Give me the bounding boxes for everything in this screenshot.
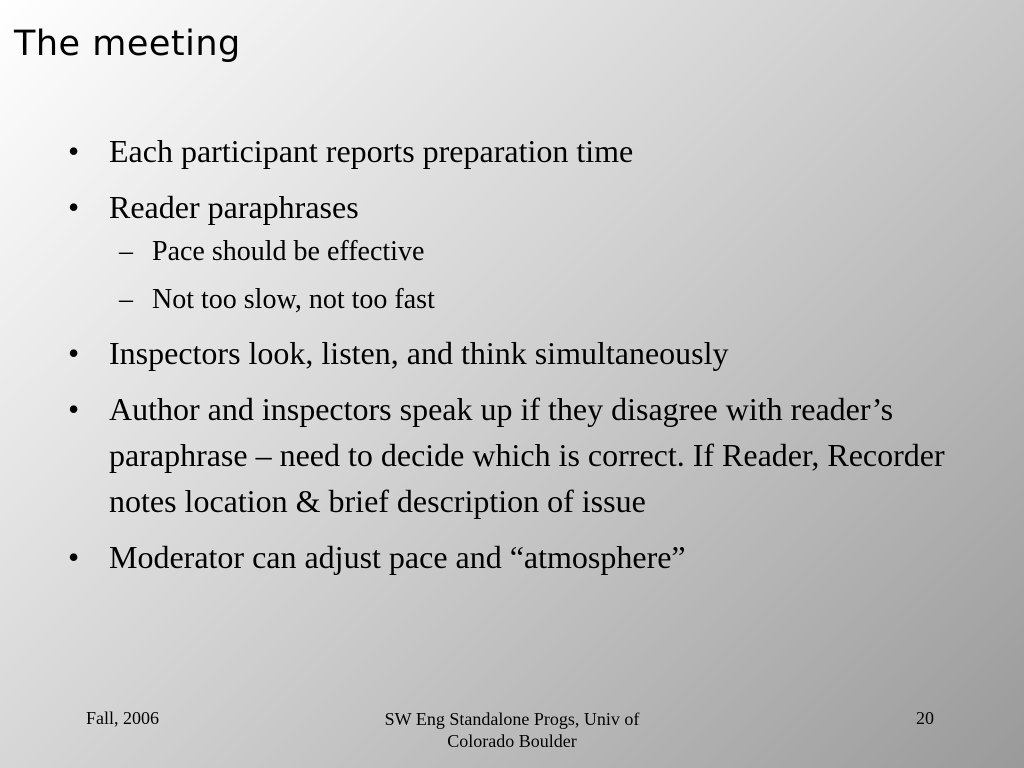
bullet-text: Moderator can adjust pace and “atmosphere” <box>109 539 686 575</box>
bullet-text: Each participant reports preparation time <box>109 133 634 169</box>
bullet-list <box>66 128 986 590</box>
bullet-marker: • <box>68 539 80 575</box>
bullet-marker: • <box>68 335 80 371</box>
sub-bullet-item <box>109 232 986 272</box>
bullet-text: Inspectors look, listen, and think simultaneously <box>109 335 729 371</box>
bullet-item <box>66 184 986 320</box>
sub-bullet-marker: – <box>119 236 133 267</box>
bullet-text: Author and inspectors speak up if they disagree with reader’s paraphrase – need to decide which is correct. If Reader, Recorder notes location & brief description of issue <box>109 391 945 519</box>
sub-bullet-item <box>109 280 986 320</box>
footer-page-number: 20 <box>916 708 934 728</box>
sub-bullet-list <box>109 232 986 320</box>
footer-date: Fall, 2006 <box>86 708 160 728</box>
bullet-marker: • <box>68 189 80 225</box>
slide-title: The meeting <box>14 24 241 64</box>
sub-bullet-text: Pace should be effective <box>152 236 425 267</box>
bullet-item <box>66 534 986 580</box>
sub-bullet-marker: – <box>119 284 133 315</box>
footer-course: SW Eng Standalone Progs, Univ of Colorado Boulder <box>384 709 640 751</box>
bullet-marker: • <box>68 391 80 427</box>
bullet-item <box>66 386 986 524</box>
sub-bullet-text: Not too slow, not too fast <box>152 284 435 315</box>
bullet-item <box>66 330 986 376</box>
bullet-text: Reader paraphrases <box>109 189 359 225</box>
bullet-marker: • <box>68 133 80 169</box>
bullet-item <box>66 128 986 174</box>
